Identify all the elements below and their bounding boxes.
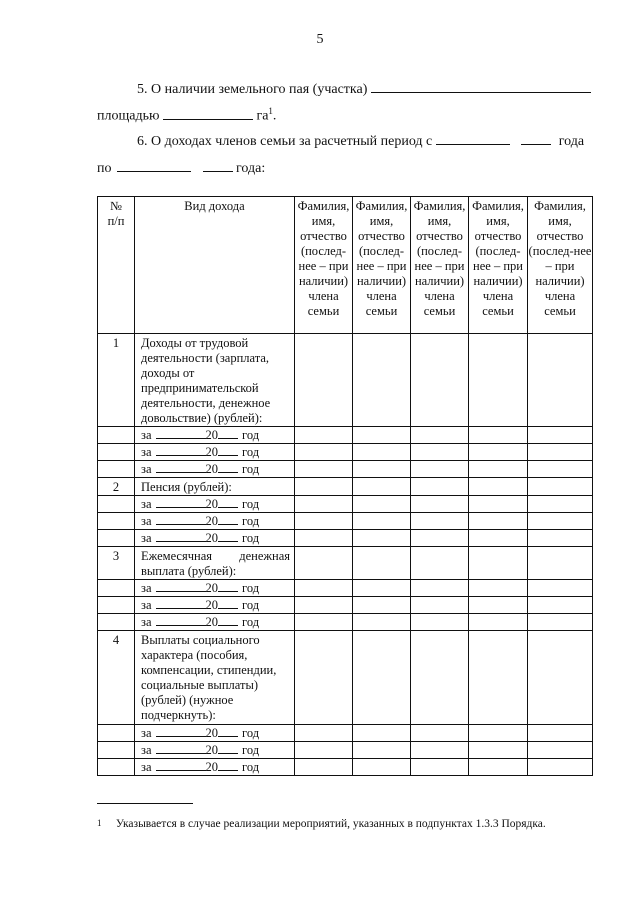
- member-income-cell[interactable]: [411, 461, 469, 478]
- page-number: 5: [316, 32, 324, 47]
- area-prefix: площадью: [97, 108, 160, 124]
- period-row: [98, 580, 593, 597]
- row-number-empty: [98, 742, 135, 759]
- member-income-cell[interactable]: [411, 742, 469, 759]
- member-income-cell[interactable]: [353, 742, 411, 759]
- member-income-cell[interactable]: [295, 580, 353, 597]
- member-income-cell[interactable]: [528, 547, 593, 580]
- member-income-cell[interactable]: [528, 444, 593, 461]
- footnote-ref: 1: [268, 106, 273, 116]
- member-income-cell[interactable]: [469, 478, 528, 496]
- header-family-member: Фамилия, имя, отчество (послед-нее – при наличии) члена семьи: [469, 197, 528, 334]
- member-income-cell[interactable]: [411, 614, 469, 631]
- period-end-year-blank[interactable]: [203, 159, 233, 172]
- header-family-member: Фамилия, имя, отчество (послед-нее – при наличии) члена семьи: [353, 197, 411, 334]
- period-god: год: [242, 531, 260, 545]
- member-income-cell[interactable]: [469, 427, 528, 444]
- member-income-cell[interactable]: [469, 742, 528, 759]
- period-year-prefix: 20: [205, 581, 218, 595]
- period-god: год: [242, 581, 260, 595]
- member-income-cell[interactable]: [469, 513, 528, 530]
- section5-line: [137, 80, 591, 98]
- period-cell: [135, 444, 295, 461]
- period-blank[interactable]: [156, 597, 206, 609]
- row-number-empty: [98, 444, 135, 461]
- member-income-cell[interactable]: [528, 597, 593, 614]
- period-year-blank[interactable]: [218, 461, 238, 473]
- section6-line: [137, 132, 584, 150]
- footnote: [97, 818, 546, 830]
- period-za: за: [141, 615, 152, 629]
- period-year-prefix: 20: [205, 531, 218, 545]
- member-income-cell[interactable]: [469, 530, 528, 547]
- member-income-cell[interactable]: [353, 614, 411, 631]
- period-cell: [135, 513, 295, 530]
- period-blank[interactable]: [156, 742, 206, 754]
- member-income-cell[interactable]: [528, 759, 593, 776]
- member-income-cell[interactable]: [411, 444, 469, 461]
- member-income-cell[interactable]: [295, 427, 353, 444]
- description-line: компенсации, стипендии,: [141, 663, 277, 677]
- description-line: деятельности, денежное: [141, 396, 271, 410]
- period-god: год: [242, 497, 260, 511]
- period-year-prefix: 20: [205, 497, 218, 511]
- row-number-empty: [98, 530, 135, 547]
- income-description: [135, 478, 295, 496]
- row-number-empty: [98, 725, 135, 742]
- member-income-cell[interactable]: [353, 530, 411, 547]
- period-za: за: [141, 598, 152, 612]
- row-number-empty: [98, 597, 135, 614]
- period-cell: [135, 742, 295, 759]
- period-cell: [135, 580, 295, 597]
- period-row: [98, 614, 593, 631]
- income-table: [97, 196, 593, 776]
- period-za: за: [141, 497, 152, 511]
- member-income-cell[interactable]: [295, 614, 353, 631]
- header-income-kind: Вид дохода: [135, 197, 295, 334]
- period-start-blank[interactable]: [436, 132, 510, 145]
- row-number: 3: [98, 547, 135, 580]
- period-year-blank[interactable]: [218, 444, 238, 456]
- description-line: предпринимательской: [141, 381, 259, 395]
- member-income-cell[interactable]: [469, 597, 528, 614]
- period-za: за: [141, 428, 152, 442]
- period-row: [98, 597, 593, 614]
- period-za: за: [141, 726, 152, 740]
- member-income-cell[interactable]: [528, 725, 593, 742]
- period-za: за: [141, 531, 152, 545]
- member-income-cell[interactable]: [353, 547, 411, 580]
- row-number-empty: [98, 461, 135, 478]
- member-income-cell[interactable]: [353, 513, 411, 530]
- period-year-blank[interactable]: [218, 725, 238, 737]
- income-description: [135, 547, 295, 580]
- description-line: выплата (рублей):: [141, 564, 237, 578]
- member-income-cell[interactable]: [353, 461, 411, 478]
- year-word: года: [558, 134, 585, 149]
- member-income-cell[interactable]: [411, 530, 469, 547]
- to-word: по: [97, 161, 112, 176]
- member-income-cell[interactable]: [295, 513, 353, 530]
- income-description: [135, 334, 295, 427]
- section6-end-line: [97, 159, 265, 177]
- period-year-prefix: 20: [205, 514, 218, 528]
- footnote-mark: 1: [97, 818, 102, 828]
- row-number-empty: [98, 513, 135, 530]
- description-line: (рублей) (нужное: [141, 693, 234, 707]
- year-word-end: года:: [236, 161, 266, 176]
- section5-area-line: площадью $га^1$.: [97, 106, 277, 124]
- member-income-cell[interactable]: [469, 334, 528, 427]
- period-year-prefix: 20: [205, 445, 218, 459]
- period-blank[interactable]: [156, 461, 206, 473]
- member-income-cell[interactable]: [295, 725, 353, 742]
- member-income-cell[interactable]: [411, 334, 469, 427]
- row-number-empty: [98, 614, 135, 631]
- member-income-cell[interactable]: [353, 725, 411, 742]
- member-income-cell[interactable]: [469, 444, 528, 461]
- member-income-cell[interactable]: [469, 461, 528, 478]
- period-blank[interactable]: [156, 580, 206, 592]
- member-income-cell[interactable]: [411, 631, 469, 725]
- member-income-cell[interactable]: [353, 427, 411, 444]
- description-line: доходы от: [141, 366, 195, 380]
- period-za: за: [141, 514, 152, 528]
- row-number: 4: [98, 631, 135, 725]
- member-income-cell[interactable]: [469, 725, 528, 742]
- member-income-cell[interactable]: [528, 513, 593, 530]
- period-row: [98, 513, 593, 530]
- period-year-blank[interactable]: [218, 530, 238, 542]
- period-blank[interactable]: [156, 513, 206, 525]
- member-income-cell[interactable]: [295, 742, 353, 759]
- row-number-empty: [98, 496, 135, 513]
- income-row: [98, 547, 593, 580]
- period-row: [98, 759, 593, 776]
- period-year-blank[interactable]: [218, 580, 238, 592]
- period-cell: [135, 759, 295, 776]
- member-income-cell[interactable]: [295, 547, 353, 580]
- period-god: год: [242, 428, 260, 442]
- period-row: [98, 742, 593, 759]
- period-row: [98, 496, 593, 513]
- row-number-empty: [98, 580, 135, 597]
- period-cell: [135, 427, 295, 444]
- member-income-cell[interactable]: [528, 530, 593, 547]
- member-income-cell[interactable]: [528, 461, 593, 478]
- period-god: год: [242, 726, 260, 740]
- header-num: № п/п: [98, 197, 135, 334]
- description-line: подчеркнуть):: [141, 708, 216, 722]
- period-cell: [135, 496, 295, 513]
- member-income-cell[interactable]: [353, 580, 411, 597]
- period-blank[interactable]: [156, 496, 206, 508]
- member-income-cell[interactable]: [353, 496, 411, 513]
- period-god: год: [242, 615, 260, 629]
- footnote-text: Указывается в случае реализации мероприятий, указанных в подпунктах 1.3.3 Порядка.: [115, 818, 546, 830]
- row-number-empty: [98, 759, 135, 776]
- period-za: за: [141, 581, 152, 595]
- member-income-cell[interactable]: [469, 631, 528, 725]
- area-unit: га: [256, 108, 269, 124]
- period-za: за: [141, 743, 152, 757]
- member-income-cell[interactable]: [469, 496, 528, 513]
- member-income-cell[interactable]: [469, 547, 528, 580]
- member-income-cell[interactable]: [411, 513, 469, 530]
- income-row: [98, 334, 593, 427]
- member-income-cell[interactable]: [295, 478, 353, 496]
- period-row: [98, 427, 593, 444]
- member-income-cell[interactable]: [469, 580, 528, 597]
- period-year-blank[interactable]: [218, 614, 238, 626]
- period-blank[interactable]: [156, 614, 206, 626]
- period-row: [98, 530, 593, 547]
- member-income-cell[interactable]: [353, 597, 411, 614]
- description-line: Доходы от трудовой: [141, 336, 249, 350]
- member-income-cell[interactable]: [528, 742, 593, 759]
- row-number: 1: [98, 334, 135, 427]
- header-row: [98, 197, 593, 334]
- period-row: [98, 461, 593, 478]
- period-year-blank[interactable]: [218, 742, 238, 754]
- period-cell: [135, 614, 295, 631]
- member-income-cell[interactable]: [353, 444, 411, 461]
- period-year-prefix: 20: [205, 598, 218, 612]
- header-family-member: Фамилия, имя, отчество (послед-нее – при наличии) члена семьи: [295, 197, 353, 334]
- period-blank[interactable]: [156, 759, 206, 771]
- period-god: год: [242, 743, 260, 757]
- member-income-cell[interactable]: [528, 580, 593, 597]
- member-income-cell[interactable]: [353, 631, 411, 725]
- member-income-cell[interactable]: [295, 631, 353, 725]
- period-year-prefix: 20: [205, 760, 218, 774]
- period-cell: [135, 461, 295, 478]
- period-end-blank[interactable]: [117, 159, 191, 172]
- period-row: [98, 725, 593, 742]
- description-line: Ежемесячная денежная: [141, 549, 290, 563]
- member-income-cell[interactable]: [411, 580, 469, 597]
- period-year-blank[interactable]: [218, 427, 238, 439]
- member-income-cell[interactable]: [528, 614, 593, 631]
- member-income-cell[interactable]: [295, 444, 353, 461]
- description-line: Пенсия (рублей):: [141, 480, 232, 494]
- member-income-cell[interactable]: [469, 614, 528, 631]
- member-income-cell[interactable]: [353, 478, 411, 496]
- period-god: год: [242, 598, 260, 612]
- period-god: год: [242, 462, 260, 476]
- section5-text: 5. О наличии земельного пая (участка): [137, 82, 368, 97]
- member-income-cell[interactable]: [411, 759, 469, 776]
- member-income-cell[interactable]: [295, 334, 353, 427]
- description-line: характера (пособия,: [141, 648, 248, 662]
- row-number: 2: [98, 478, 135, 496]
- description-line: деятельности (зарплата,: [141, 351, 270, 365]
- period-row: [98, 444, 593, 461]
- period-za: за: [141, 462, 152, 476]
- member-income-cell[interactable]: [353, 334, 411, 427]
- period-god: год: [242, 760, 260, 774]
- period-year-prefix: 20: [205, 428, 218, 442]
- member-income-cell[interactable]: [528, 427, 593, 444]
- period-year-prefix: 20: [205, 743, 218, 757]
- member-income-cell[interactable]: [411, 496, 469, 513]
- header-family-member: Фамилия, имя, отчество (послед-нее – при наличии) члена семьи: [528, 197, 593, 334]
- period-blank[interactable]: [156, 530, 206, 542]
- period-year-blank[interactable]: [218, 759, 238, 771]
- period-year-blank[interactable]: [218, 597, 238, 609]
- member-income-cell[interactable]: [528, 478, 593, 496]
- member-income-cell[interactable]: [528, 496, 593, 513]
- period-blank[interactable]: [156, 427, 206, 439]
- section6-text: 6. О доходах членов семьи за расчетный период с: [137, 134, 433, 149]
- period-year-prefix: 20: [205, 726, 218, 740]
- member-income-cell[interactable]: [528, 631, 593, 725]
- period-year-prefix: 20: [205, 462, 218, 476]
- land-share-blank[interactable]: [371, 80, 591, 93]
- period-cell: [135, 725, 295, 742]
- area-blank[interactable]: [163, 107, 253, 120]
- period-blank[interactable]: [156, 725, 206, 737]
- description-line: социальные выплаты): [141, 678, 259, 692]
- period-cell: [135, 597, 295, 614]
- member-income-cell[interactable]: [295, 530, 353, 547]
- member-income-cell[interactable]: [528, 334, 593, 427]
- footnote-rule: [97, 803, 193, 804]
- period-za: за: [141, 445, 152, 459]
- member-income-cell[interactable]: [295, 759, 353, 776]
- period-god: год: [242, 445, 260, 459]
- member-income-cell[interactable]: [411, 478, 469, 496]
- member-income-cell[interactable]: [469, 759, 528, 776]
- member-income-cell[interactable]: [411, 725, 469, 742]
- description-line: довольствие) (рублей):: [141, 411, 263, 425]
- period-year-prefix: 20: [205, 615, 218, 629]
- income-description: [135, 631, 295, 725]
- description-line: Выплаты социального: [141, 633, 260, 647]
- period-year-blank[interactable]: [218, 513, 238, 525]
- period-god: год: [242, 514, 260, 528]
- income-row: [98, 631, 593, 725]
- income-row: [98, 478, 593, 496]
- member-income-cell[interactable]: [295, 496, 353, 513]
- period-za: за: [141, 760, 152, 774]
- member-income-cell[interactable]: [411, 597, 469, 614]
- member-income-cell[interactable]: [295, 597, 353, 614]
- period-year-blank[interactable]: [218, 496, 238, 508]
- period-cell: [135, 530, 295, 547]
- period-blank[interactable]: [156, 444, 206, 456]
- member-income-cell[interactable]: [411, 427, 469, 444]
- member-income-cell[interactable]: [353, 759, 411, 776]
- member-income-cell[interactable]: [295, 461, 353, 478]
- row-number-empty: [98, 427, 135, 444]
- period-start-year-blank[interactable]: [521, 132, 551, 145]
- header-family-member: Фамилия, имя, отчество (послед-нее – при наличии) члена семьи: [411, 197, 469, 334]
- member-income-cell[interactable]: [411, 547, 469, 580]
